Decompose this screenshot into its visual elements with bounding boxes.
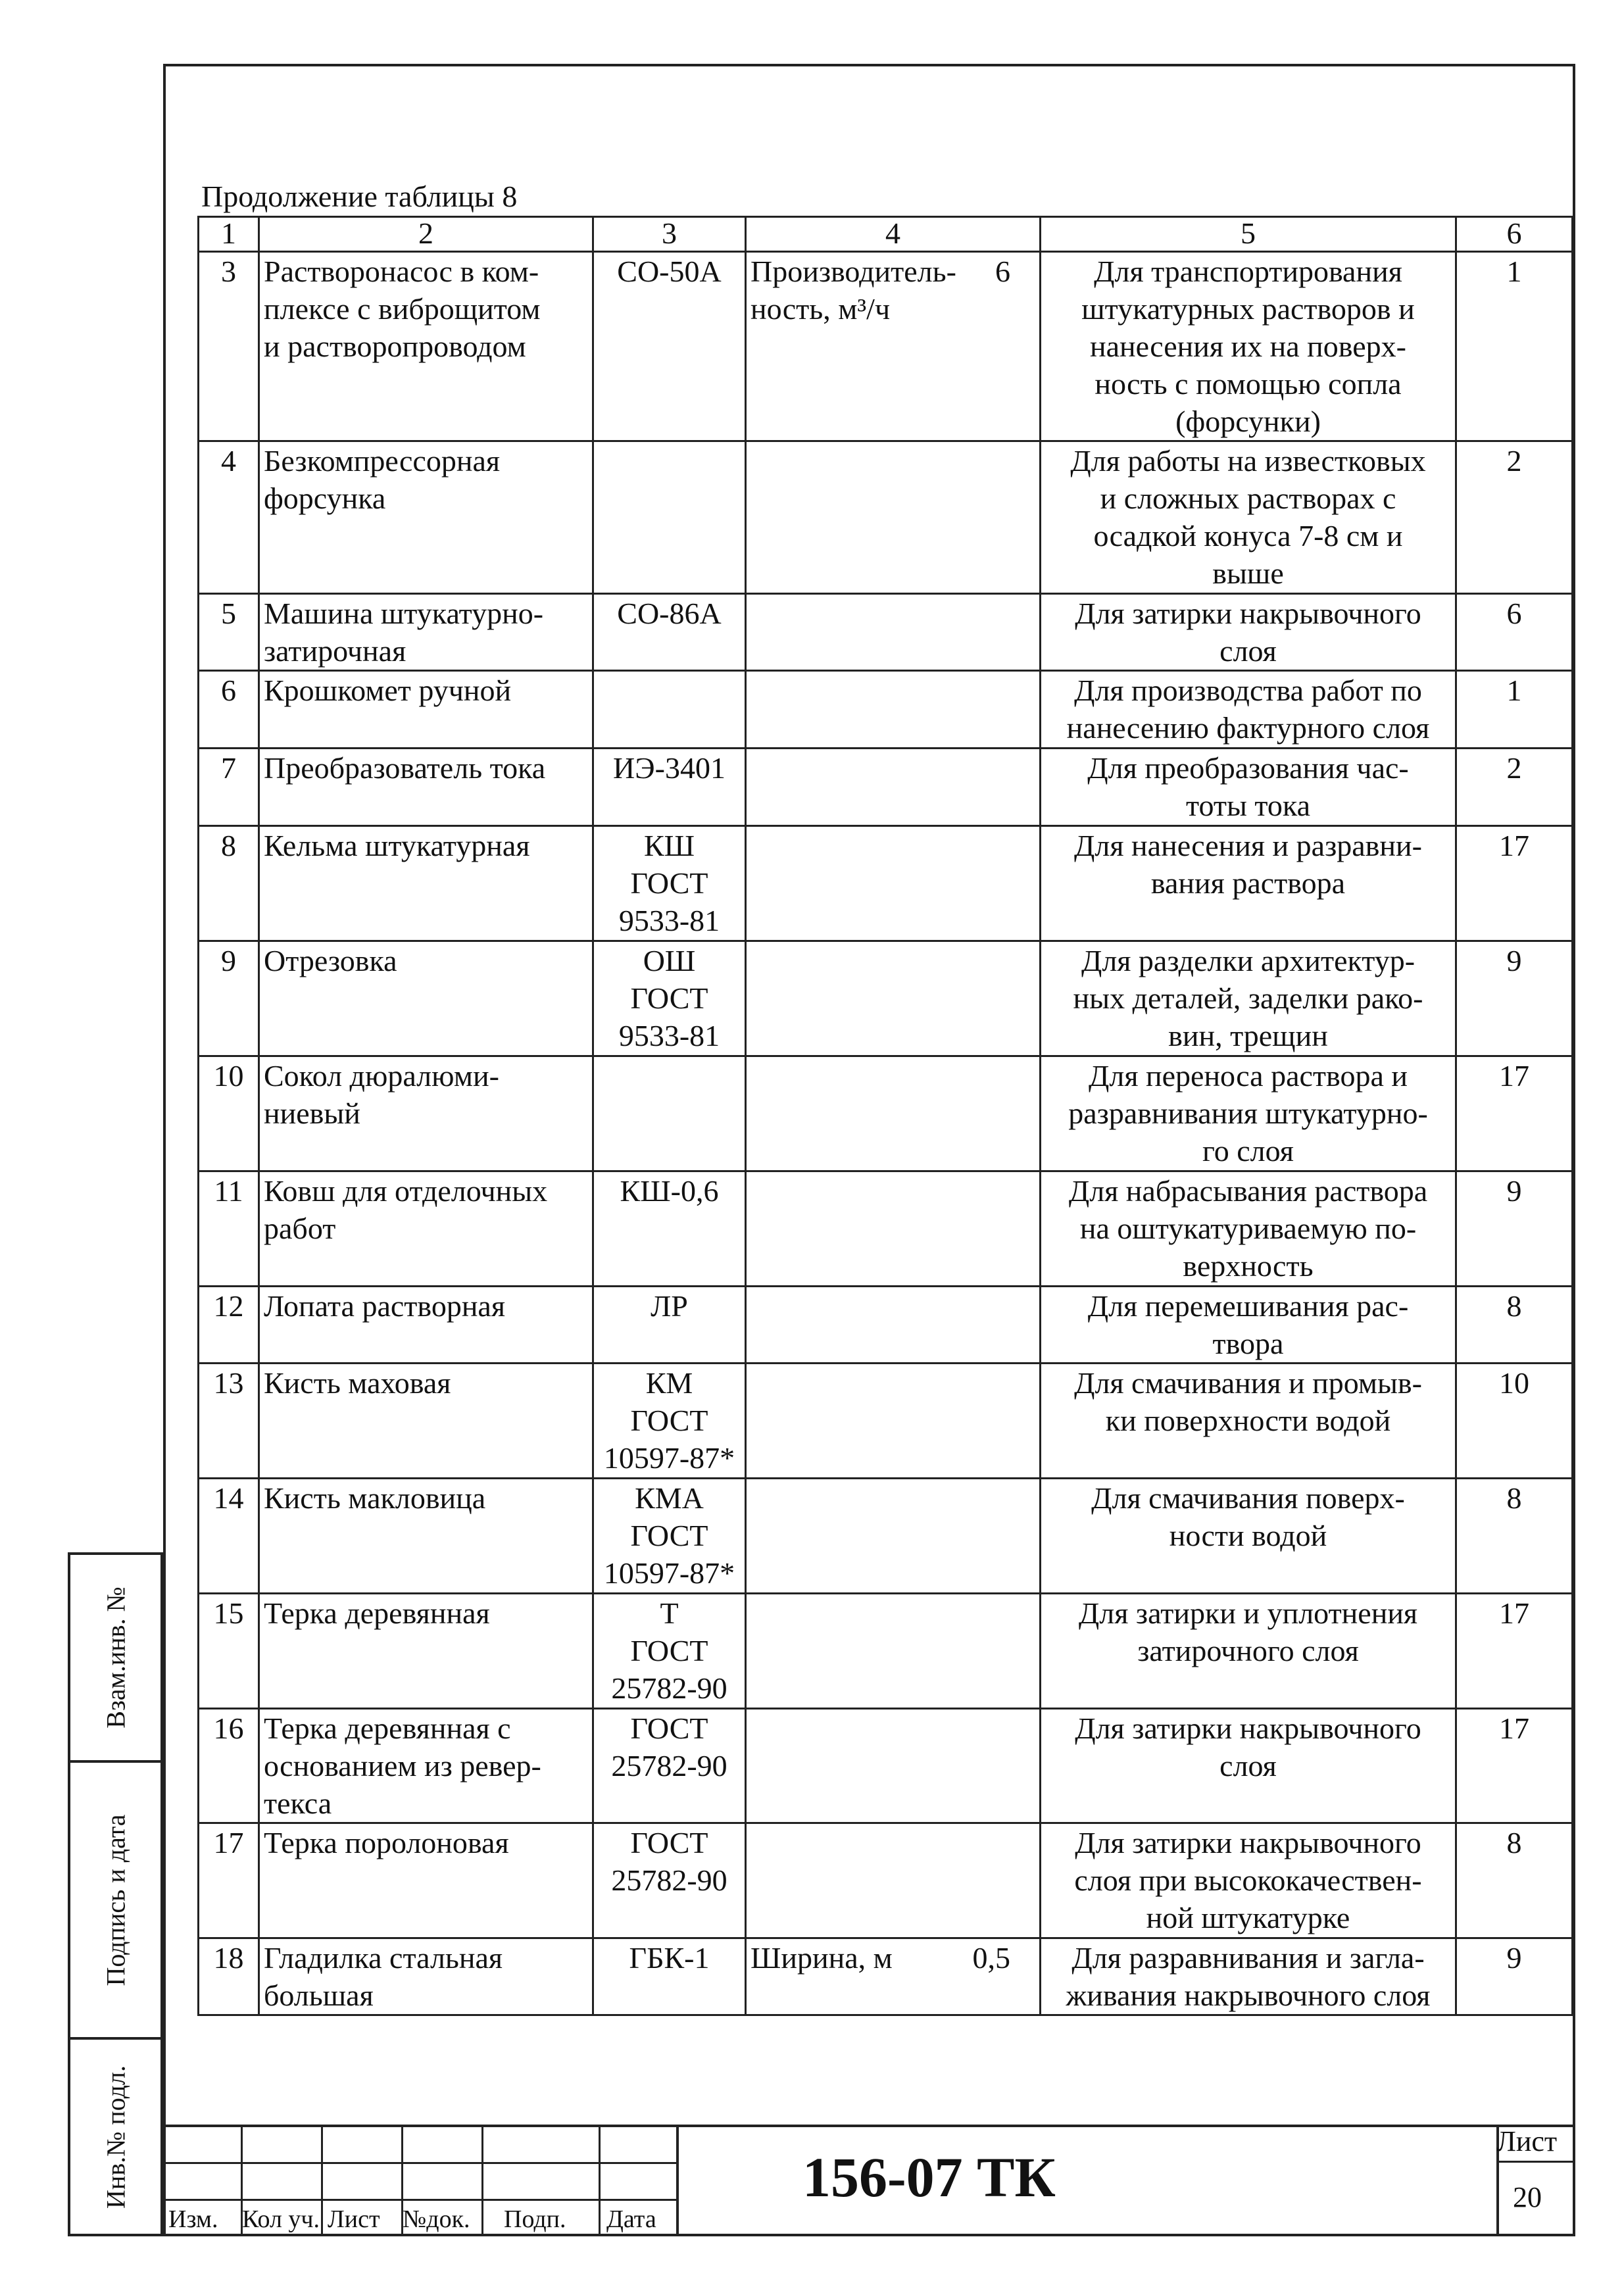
purpose: Для транспортирования штукатурных растворов и нанесения их на поверх- ность с помощью сопла (форсунки)	[1041, 252, 1456, 441]
header-cell: 4	[746, 217, 1041, 252]
table-row	[199, 941, 1573, 1056]
equipment-name: Крошкомет ручной	[259, 671, 593, 749]
parameter-value: 0,5	[972, 1941, 1010, 1975]
quantity: 1	[1456, 671, 1573, 749]
equipment-model: Т ГОСТ 25782-90	[593, 1594, 746, 1709]
row-number: 4	[199, 441, 259, 594]
table-row	[199, 1171, 1573, 1287]
table-row	[199, 1364, 1573, 1479]
equipment-name: Терка деревянная с основанием из ревер- текса	[259, 1709, 593, 1823]
table-row	[199, 1056, 1573, 1171]
header-cell: 3	[593, 217, 746, 252]
table-row	[199, 1709, 1573, 1823]
equipment-model	[593, 441, 746, 594]
table-row	[199, 1287, 1573, 1364]
purpose: Для смачивания поверх- ности водой	[1041, 1479, 1456, 1594]
row-number: 11	[199, 1171, 259, 1287]
purpose: Для разравнивания и загла- живания накрывочного слоя	[1041, 1938, 1456, 2015]
equipment-name: Кельма штукатурная	[259, 826, 593, 941]
equipment-name: Машина штукатурно- затирочная	[259, 594, 593, 671]
equipment-model: КМ ГОСТ 10597-87*	[593, 1364, 746, 1479]
purpose: Для нанесения и разравни- вания раствора	[1041, 826, 1456, 941]
technical-parameter	[746, 1364, 1041, 1479]
technical-parameter	[746, 671, 1041, 749]
tb-list: Лист	[328, 2205, 380, 2233]
table-row	[199, 1479, 1573, 1594]
quantity: 8	[1456, 1287, 1573, 1364]
technical-parameter	[746, 1171, 1041, 1287]
header-cell: 6	[1456, 217, 1573, 252]
technical-parameter	[746, 441, 1041, 594]
table-row	[199, 1594, 1573, 1709]
row-number: 7	[199, 749, 259, 826]
purpose: Для затирки накрывочного слоя при высококачествен- ной штукатурке	[1041, 1823, 1456, 1938]
technical-parameter	[746, 749, 1041, 826]
technical-parameter	[746, 594, 1041, 671]
quantity: 8	[1456, 1823, 1573, 1938]
document-code: 156-07 ТК	[802, 2146, 1056, 2209]
equipment-name: Отрезовка	[259, 941, 593, 1056]
equipment-model: ИЭ-3401	[593, 749, 746, 826]
podpis-box	[68, 1760, 163, 2040]
table-row	[199, 594, 1573, 671]
equipment-name: Лопата растворная	[259, 1287, 593, 1364]
parameter-label: Ширина, м	[750, 1941, 893, 1975]
tb-izm: Изм.	[168, 2205, 218, 2233]
parameter-value: 6	[995, 255, 1010, 288]
parameter-label: Производитель- ность, м³/ч	[750, 255, 956, 326]
purpose: Для производства работ по нанесению фактурного слоя	[1041, 671, 1456, 749]
header-cell: 5	[1041, 217, 1456, 252]
equipment-name: Гладилка стальная большая	[259, 1938, 593, 2015]
equipment-name: Ковш для отделочных работ	[259, 1171, 593, 1287]
row-number: 5	[199, 594, 259, 671]
row-number: 16	[199, 1709, 259, 1823]
table-row	[199, 671, 1573, 749]
equipment-name: Кисть макловица	[259, 1479, 593, 1594]
quantity: 2	[1456, 441, 1573, 594]
purpose: Для затирки и уплотнения затирочного слоя	[1041, 1594, 1456, 1709]
technical-parameter	[746, 1594, 1041, 1709]
quantity: 9	[1456, 1171, 1573, 1287]
purpose: Для затирки накрывочного слоя	[1041, 594, 1456, 671]
sheet-number: 20	[1513, 2181, 1542, 2213]
table-row	[199, 1823, 1573, 1938]
vzam-box	[68, 1552, 163, 1763]
purpose: Для переноса раствора и разравнивания штукатурно- го слоя	[1041, 1056, 1456, 1171]
technical-parameter	[746, 1823, 1041, 1938]
row-number: 12	[199, 1287, 259, 1364]
technical-parameter	[746, 252, 1041, 441]
sheet-label: Лист	[1496, 2125, 1558, 2157]
table-row	[199, 441, 1573, 594]
equipment-table	[197, 216, 1573, 2016]
equipment-name: Безкомпрессорная форсунка	[259, 441, 593, 594]
quantity: 17	[1456, 1709, 1573, 1823]
quantity: 17	[1456, 1594, 1573, 1709]
podpis-label: Подпись и дата	[101, 1813, 130, 1986]
equipment-model: ЛР	[593, 1287, 746, 1364]
table-header-row	[199, 217, 1573, 252]
equipment-name: Сокол дюралюми- ниевый	[259, 1056, 593, 1171]
technical-parameter	[746, 1287, 1041, 1364]
equipment-model	[593, 671, 746, 749]
row-number: 10	[199, 1056, 259, 1171]
tb-podp: Подп.	[504, 2205, 566, 2233]
quantity: 17	[1456, 826, 1573, 941]
purpose: Для затирки накрывочного слоя	[1041, 1709, 1456, 1823]
purpose: Для разделки архитектур- ных деталей, заделки рако- вин, трещин	[1041, 941, 1456, 1056]
equipment-name: Терка поролоновая	[259, 1823, 593, 1938]
tb-kolych: Кол уч.	[242, 2205, 320, 2233]
equipment-model: ОШ ГОСТ 9533-81	[593, 941, 746, 1056]
side-stamp	[68, 1552, 163, 2236]
inv-label: Инв.№ подл.	[101, 2065, 130, 2209]
equipment-model: ГОСТ 25782-90	[593, 1709, 746, 1823]
equipment-model: ГБК-1	[593, 1938, 746, 2015]
technical-parameter	[746, 1709, 1041, 1823]
row-number: 18	[199, 1938, 259, 2015]
equipment-model: КМА ГОСТ 10597-87*	[593, 1479, 746, 1594]
purpose: Для набрасывания раствора на оштукатуриваемую по- верхность	[1041, 1171, 1456, 1287]
tb-data: Дата	[606, 2205, 656, 2233]
quantity: 17	[1456, 1056, 1573, 1171]
equipment-name: Терка деревянная	[259, 1594, 593, 1709]
equipment-model: КШ-0,6	[593, 1171, 746, 1287]
technical-parameter	[746, 826, 1041, 941]
equipment-model: КШ ГОСТ 9533-81	[593, 826, 746, 941]
quantity: 9	[1456, 1938, 1573, 2015]
quantity: 9	[1456, 941, 1573, 1056]
row-number: 17	[199, 1823, 259, 1938]
technical-parameter	[746, 1938, 1041, 2015]
row-number: 3	[199, 252, 259, 441]
equipment-model	[593, 1056, 746, 1171]
purpose: Для перемешивания рас- твора	[1041, 1287, 1456, 1364]
technical-parameter	[746, 1056, 1041, 1171]
equipment-model: СО-50А	[593, 252, 746, 441]
quantity: 2	[1456, 749, 1573, 826]
equipment-model: СО-86А	[593, 594, 746, 671]
equipment-name: Растворонасос в ком- плексе с виброщитом и растворопроводом	[259, 252, 593, 441]
row-number: 14	[199, 1479, 259, 1594]
technical-parameter	[746, 1479, 1041, 1594]
table-row	[199, 826, 1573, 941]
purpose: Для смачивания и промыв- ки поверхности водой	[1041, 1364, 1456, 1479]
table-row	[199, 252, 1573, 441]
quantity: 6	[1456, 594, 1573, 671]
purpose: Для работы на известковых и сложных растворах с осадкой конуса 7-8 см и выше	[1041, 441, 1456, 594]
continuation-title: Продолжение таблицы 8	[201, 180, 518, 213]
tb-ndok: №док.	[403, 2205, 470, 2233]
equipment-name: Кисть маховая	[259, 1364, 593, 1479]
row-number: 9	[199, 941, 259, 1056]
purpose: Для преобразования час- тоты тока	[1041, 749, 1456, 826]
technical-parameter	[746, 941, 1041, 1056]
header-cell: 1	[199, 217, 259, 252]
table-row	[199, 749, 1573, 826]
row-number: 15	[199, 1594, 259, 1709]
equipment-name: Преобразователь тока	[259, 749, 593, 826]
equipment-model: ГОСТ 25782-90	[593, 1823, 746, 1938]
table-row	[199, 1938, 1573, 2015]
quantity: 8	[1456, 1479, 1573, 1594]
row-number: 6	[199, 671, 259, 749]
quantity: 1	[1456, 252, 1573, 441]
inv-box	[68, 2037, 163, 2236]
header-cell: 2	[259, 217, 593, 252]
quantity: 10	[1456, 1364, 1573, 1479]
vzam-label: Взам.инв. №	[101, 1586, 130, 1729]
row-number: 13	[199, 1364, 259, 1479]
row-number: 8	[199, 826, 259, 941]
